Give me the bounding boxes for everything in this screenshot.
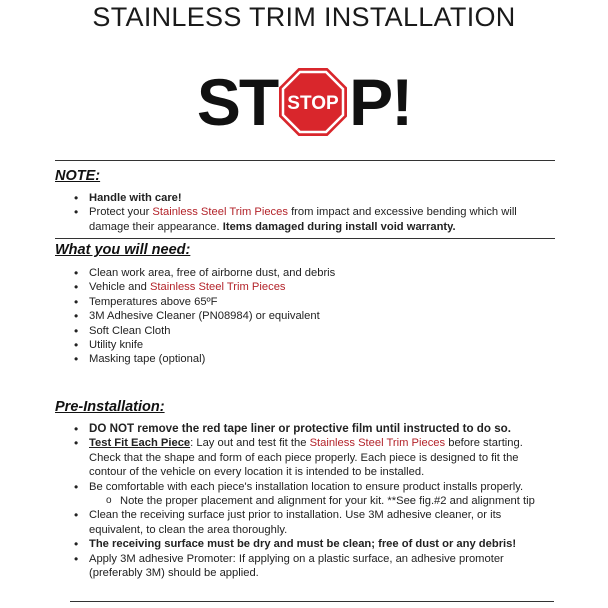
- divider-note: [55, 238, 555, 239]
- page-title: STAINLESS TRIM INSTALLATION: [92, 2, 516, 32]
- list-item: • Clean the receiving surface just prior to installation. Use 3M adhesive cleaner, or its equivalent, to clean the area thoroughly.: [72, 508, 542, 537]
- note-list: [72, 191, 542, 234]
- list-item: • Test Fit Each Piece: Lay out and test fit the Stainless Steel Trim Pieces before starting. Check that the shape and form of each piece properly. Each piece is designed to fit the contour of the vehicle on every location it is intended to be installed.: [72, 436, 542, 479]
- stop-logo-left-text: ST: [196, 65, 278, 139]
- note-item-handle: • Handle with care!: [72, 191, 542, 205]
- note-heading: NOTE:: [55, 168, 101, 184]
- divider-bottom: [70, 601, 554, 602]
- note-item-protect: • Protect your Stainless Steel Trim Pieces from impact and excessive bending which will damage their appearance. Items damaged during install void warranty.: [72, 205, 542, 234]
- need-list: [72, 266, 542, 367]
- pre-install-heading: Pre-Installation:: [55, 399, 165, 415]
- stop-logo-right-text: P!: [349, 65, 412, 139]
- list-item: • Vehicle and Stainless Steel Trim Pieces: [72, 280, 542, 294]
- need-heading: What you will need:: [55, 242, 191, 258]
- list-item: • Be comfortable with each piece's installation location to ensure product installs properly.: [72, 480, 542, 494]
- pre-install-list: [72, 422, 542, 580]
- list-item: • Soft Clean Cloth: [72, 324, 542, 338]
- list-item: • 3M Adhesive Cleaner (PN08984) or equivalent: [72, 309, 542, 323]
- list-item: • DO NOT remove the red tape liner or protective film until instructed to do so.: [72, 422, 542, 436]
- list-item: • The receiving surface must be dry and must be clean; free of dust or any debris!: [72, 537, 542, 551]
- stop-sign-text: STOP: [287, 93, 339, 114]
- list-item: • Temperatures above 65ºF: [72, 295, 542, 309]
- stop-logo: [0, 66, 608, 138]
- list-item: • Clean work area, free of airborne dust, and debris: [72, 266, 542, 280]
- list-item: • Apply 3M adhesive Promoter: If applying on a plastic surface, an adhesive promoter (preferably 3M) should be applied.: [72, 552, 542, 581]
- list-item: • Masking tape (optional): [72, 352, 542, 366]
- list-subitem: o Note the proper placement and alignment for your kit. **See fig.#2 and alignment tip: [72, 494, 542, 508]
- divider-top: [55, 160, 555, 161]
- stop-sign-icon: [278, 67, 348, 137]
- list-item: • Utility knife: [72, 338, 542, 352]
